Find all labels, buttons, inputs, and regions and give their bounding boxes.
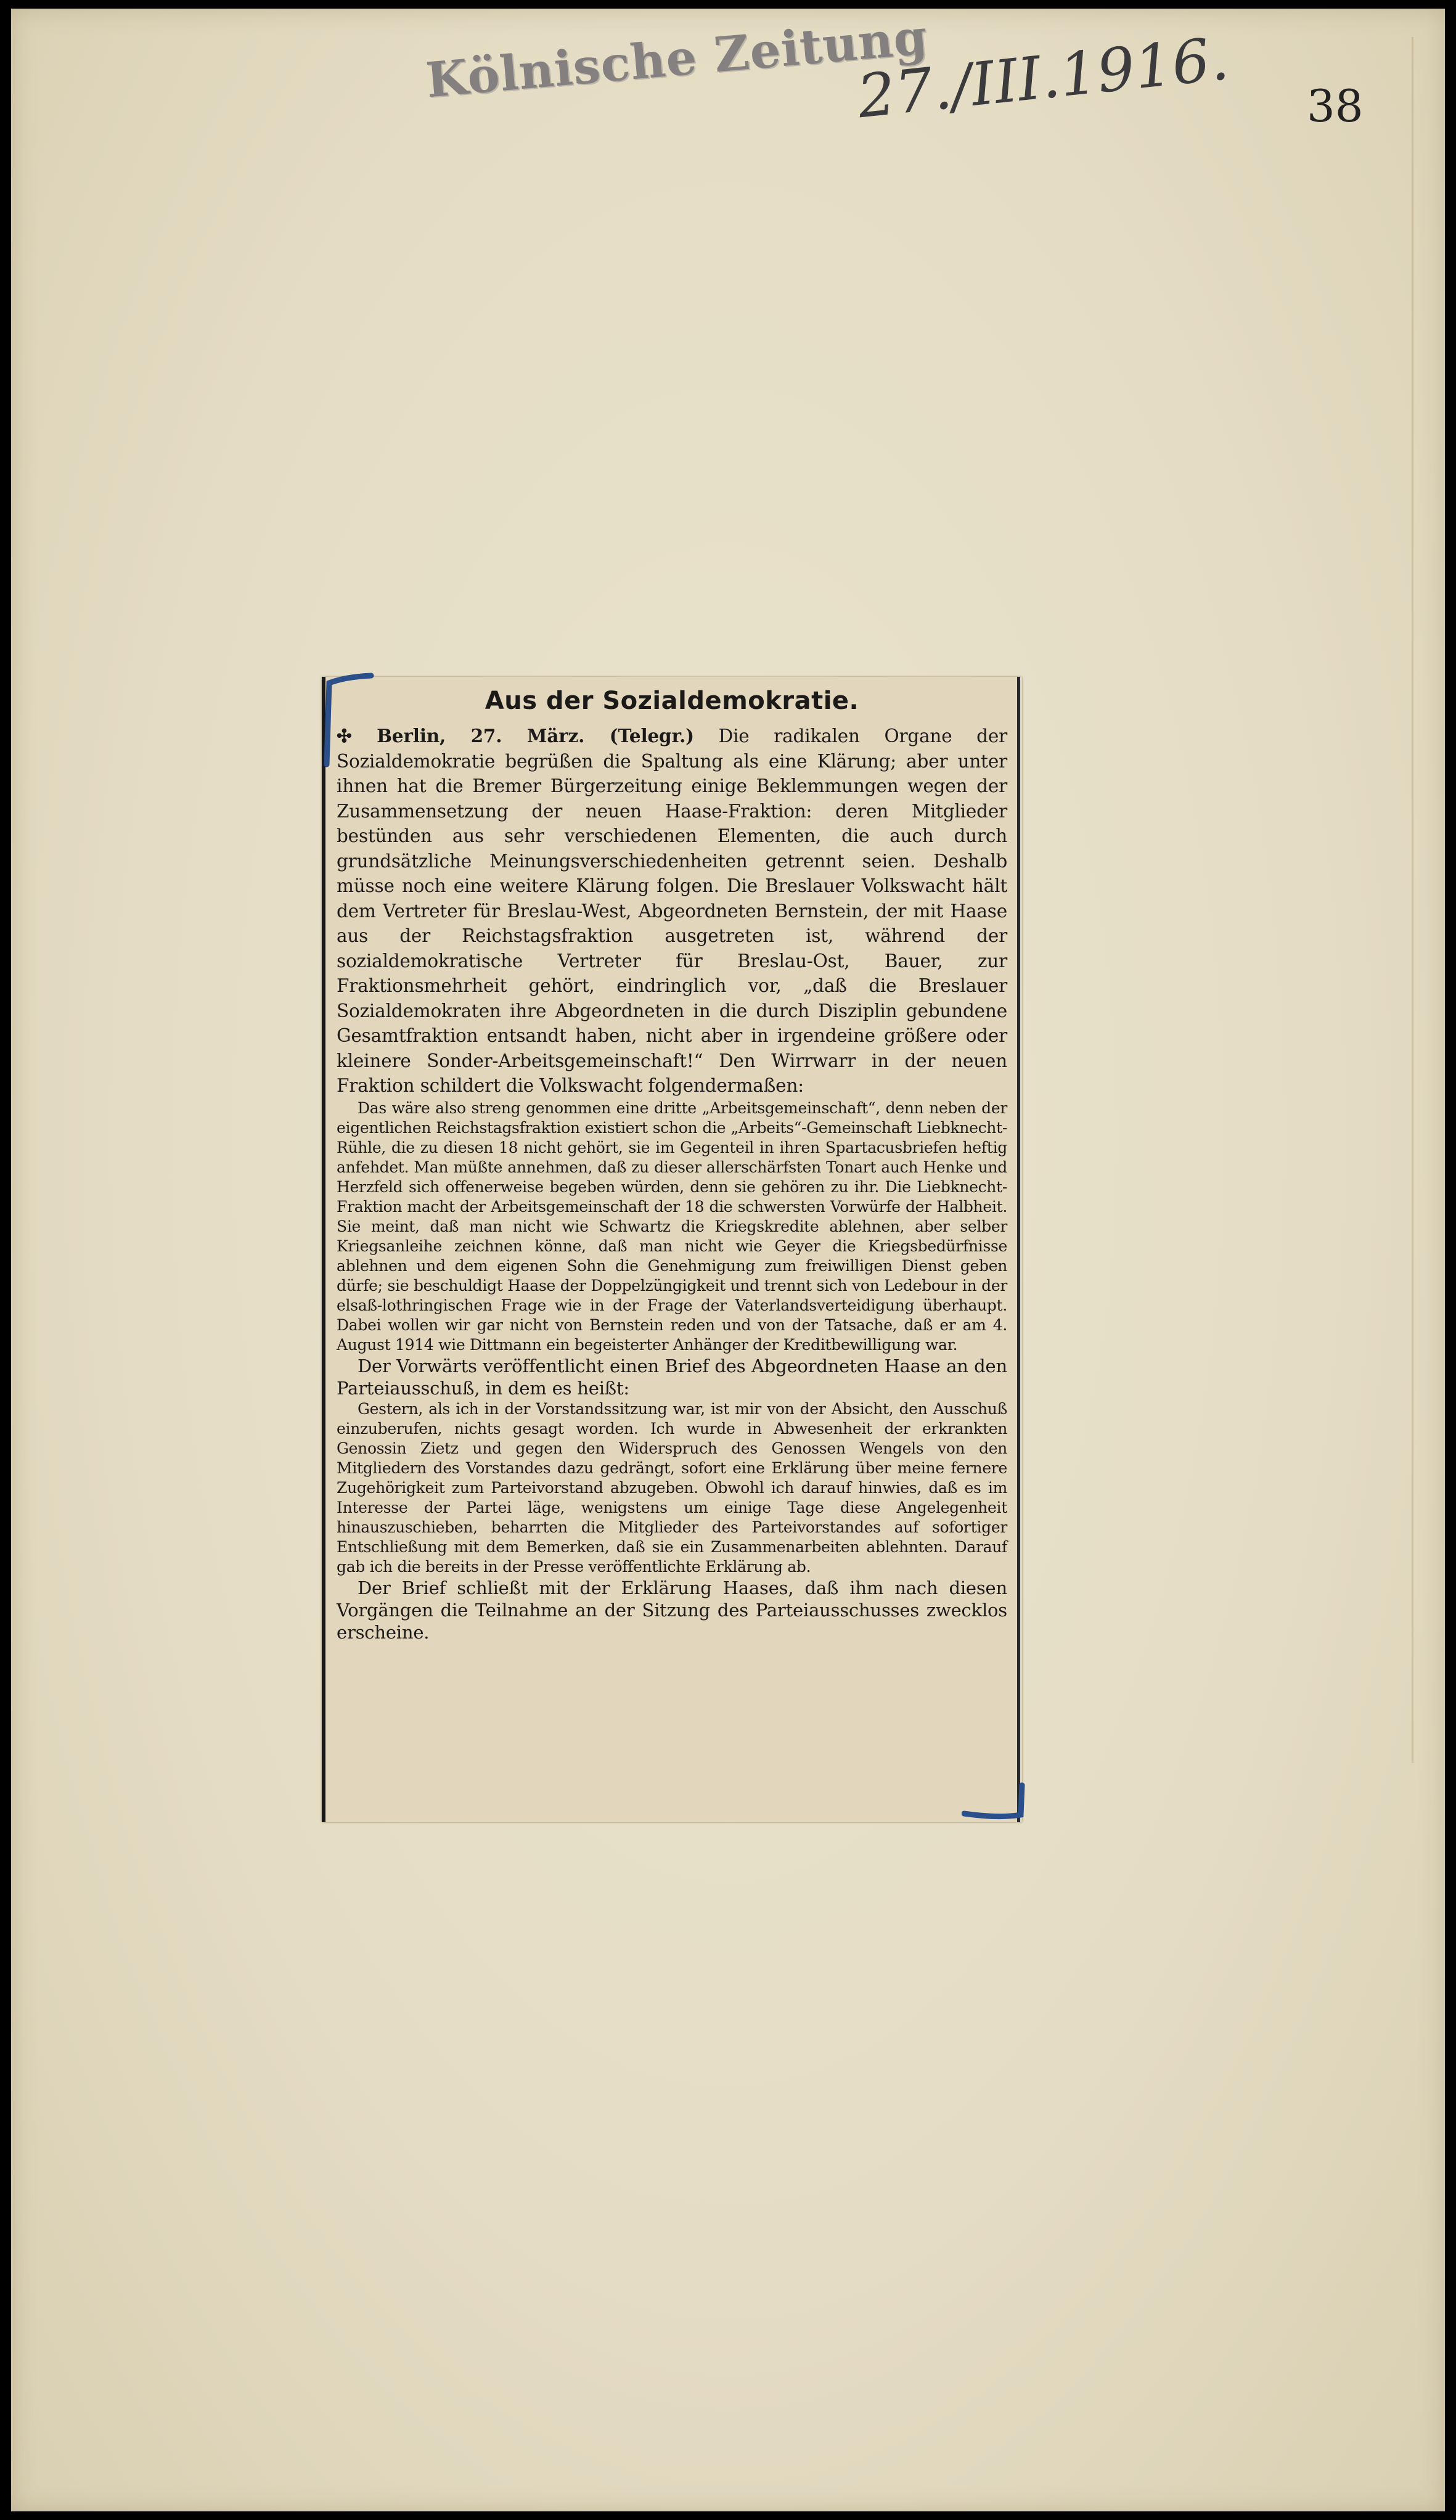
article-paragraph-2: Der Vorwärts veröffentlicht einen Brief des Abgeordneten Haase an den Parteiausschuß, in dem es heißt: bbox=[337, 1355, 1007, 1399]
article-headline: Aus der Sozialdemokratie. bbox=[485, 687, 859, 715]
clipping-left-rule bbox=[322, 677, 325, 1822]
clipping-right-rule bbox=[1017, 677, 1020, 1822]
article-lead-paragraph bbox=[337, 724, 1007, 1098]
paper-fold-line bbox=[1412, 37, 1413, 1763]
page-number: 38 bbox=[1307, 80, 1364, 132]
article-quote-2: Gestern, als ich in der Vorstandssitzung war, ist mir von der Absicht, den Ausschuß einzuberufen, nichts gesagt worden. Ich wurde in Abwesenheit der erkrankten Genossin Zietz und gegen den Widerspruch des Genossen Wengels von den Mitgliedern des Vorstandes dazu gedrängt, sofort eine Erklärung über meine fernere Zugehörigkeit zum Parteivorstand abzugeben. Obwohl ich darauf hinwies, daß es im Interesse der Partei läge, wenigstens um einige Tage diese Angelegenheit hinauszuschieben, beharrten die Mitglieder des Parteivorstandes auf sofortiger Entschließung mit dem Bemerken, daß sie ein Zusammenarbeiten ablehnten. Darauf gab ich die bereits in der Presse veröffentlichte Erklärung ab. bbox=[337, 1399, 1007, 1576]
handwritten-date: 27./III.1916. bbox=[854, 23, 1232, 132]
article-quote-1: Das wäre also streng genommen eine dritte „Arbeitsgemeinschaft“, denn neben der eigentlichen Reichstagsfraktion existiert schon die „Arbeits“-Gemeinschaft Liebknecht-Rühle, die zu diesen 18 nicht gehört, sie im Gegenteil in ihren Spartacusbriefen heftig anfehdet. Man müßte annehmen, daß zu dieser allerschärfsten Tonart auch Henke und Herzfeld sich offenerweise begeben würden, denn sie gehören zu ihr. Die Liebknecht-Fraktion macht der Arbeitsgemeinschaft der 18 die schwersten Vorwürfe der Halbheit. Sie meint, daß man nicht wie Schwartz die Kriegskredite ablehnen, aber selber Kriegsanleihe zeichnen könne, daß man nicht wie Geyer die Kriegsbedürfnisse ablehnen und dem eigenen Sohn die Genehmigung zum freiwilligen Dienst geben dürfe; sie beschuldigt Haase der Doppelzüngigkeit und trennt sich von Ledebour in der elsaß-lothringischen Frage wie in der Frage der Vaterlandsverteidigung überhaupt. Dabei wollen wir gar nicht von Bernstein reden und von der Tatsache, daß er am 4. August 1914 wie Dittmann ein begeisterter Anhänger der Kreditbewilligung war. bbox=[337, 1098, 1007, 1354]
newspaper-stamp: Kölnische Zeitung bbox=[423, 9, 930, 109]
blue-pencil-mark-bottom bbox=[962, 1782, 1029, 1825]
article-dateline: ✣ Berlin, 27. März. (Telegr.) bbox=[337, 725, 694, 747]
blue-pencil-mark-top bbox=[321, 672, 376, 771]
newspaper-clipping bbox=[322, 677, 1022, 1822]
article-paragraph-3: Der Brief schließt mit der Erklärung Haases, daß ihm nach diesen Vorgängen die Teilnahme an der Sitzung des Parteiausschusses zwecklos erscheine. bbox=[337, 1577, 1007, 1643]
article-paragraph-1: Die radikalen Organe der Sozialdemokratie begrüßen die Spaltung als eine Klärung; aber unter ihnen hat die Bremer Bürgerzeitung einige Beklemmungen wegen der Zusammensetzung der neuen Haase-Fraktion: deren Mitglieder bestünden aus sehr verschiedenen Elementen, die auch durch grundsätzliche Meinungsverschiedenheiten getrennt seien. Deshalb müsse noch eine weitere Klärung folgen. Die Breslauer Volkswacht hält dem Vertreter für Breslau-West, Abgeordneten Bernstein, der mit Haase aus der Reichstagsfraktion ausgetreten ist, während der sozialdemokratische Vertreter für Breslau-Ost, Bauer, zur Fraktionsmehrheit gehört, eindringlich vor, „daß die Breslauer Sozialdemokraten ihre Abgeordneten in die durch Disziplin gebundene Gesamtfraktion entsandt haben, nicht aber in irgendeine größere oder kleinere Sonder-Arbeitsgemeinschaft!“ Den Wirrwarr in der neuen Fraktion schildert die Volkswacht folgendermaßen: bbox=[337, 726, 1007, 1096]
